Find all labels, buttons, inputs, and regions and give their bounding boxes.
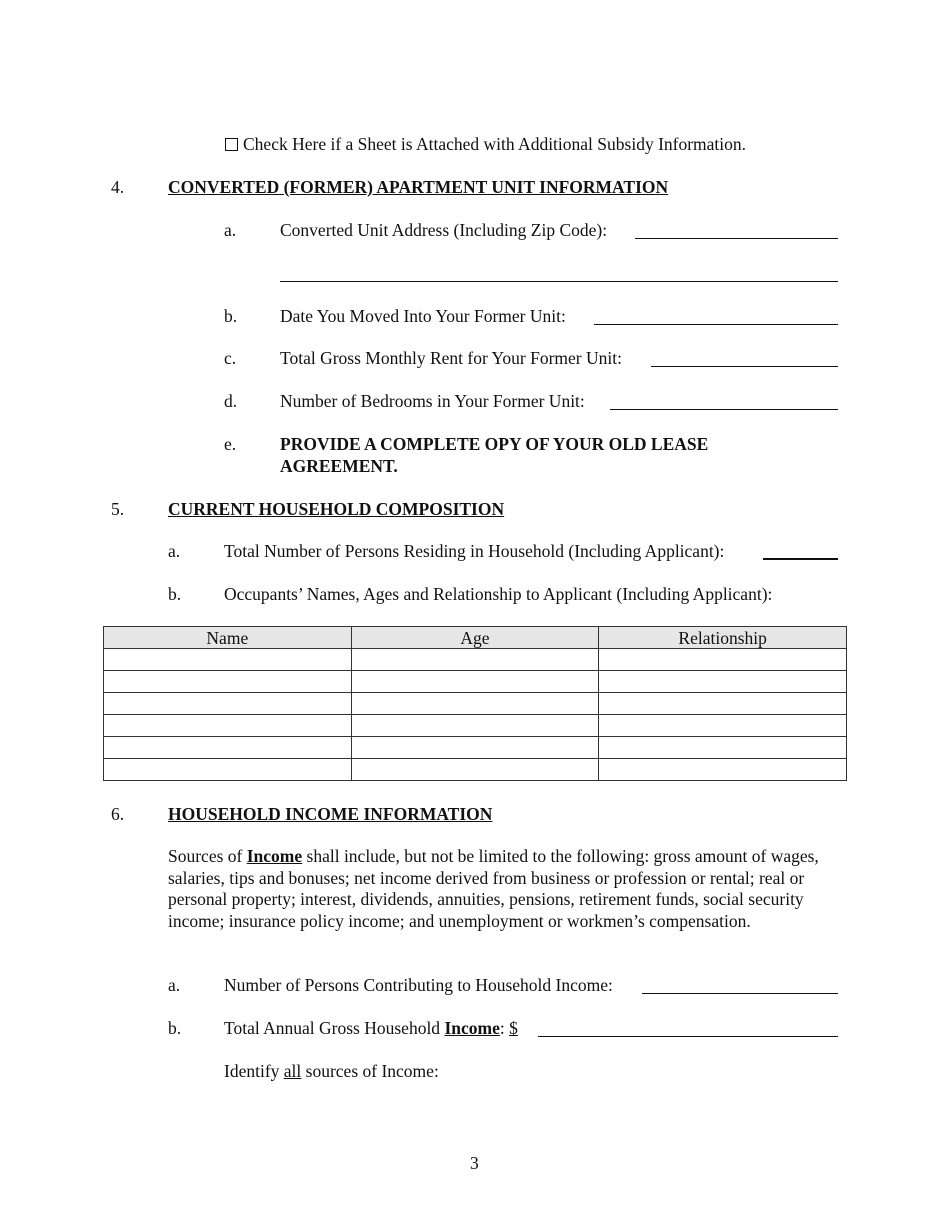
item-4a-letter: a.: [224, 220, 237, 240]
table-row: [104, 759, 847, 781]
age-cell[interactable]: [351, 759, 599, 781]
dollar-sign: $: [509, 1018, 518, 1038]
table-row: [104, 693, 847, 715]
annual-income-field[interactable]: [538, 1036, 838, 1037]
additional-subsidy-checkbox-row: [225, 133, 746, 155]
item-4e-label-line2: AGREEMENT.: [280, 456, 398, 476]
table-row: [104, 649, 847, 671]
converted-address-field-line2[interactable]: [280, 281, 838, 282]
additional-subsidy-label: Check Here if a Sheet is Attached with Additional Subsidy Information.: [243, 134, 747, 154]
age-cell[interactable]: [351, 737, 599, 759]
name-cell[interactable]: [104, 649, 352, 671]
additional-subsidy-checkbox[interactable]: [225, 138, 238, 151]
item-4b-letter: b.: [224, 306, 238, 326]
para-rest: shall include, but not be limited to the following: gross amount of wages, salaries, tips and bonuses; net income derived from business or profession or rental; real or personal property; interest, dividends, annuities, pensions, retirement funds, social security income; insurance policy income; and unemployment or workmen’s compensation.: [168, 846, 819, 931]
item-4b-label: Date You Moved Into Your Former Unit:: [280, 306, 566, 326]
item-6b-label-pre: Total Annual Gross Household: [224, 1018, 445, 1038]
section-5-title: CURRENT HOUSEHOLD COMPOSITION: [168, 499, 505, 519]
section-4-number: 4.: [111, 177, 125, 197]
move-in-date-field[interactable]: [594, 324, 838, 325]
relationship-cell[interactable]: [599, 759, 847, 781]
item-4d-letter: d.: [224, 391, 238, 411]
age-cell[interactable]: [351, 693, 599, 715]
name-cell[interactable]: [104, 671, 352, 693]
table-row: [104, 715, 847, 737]
identify-all: all: [283, 1061, 302, 1081]
income-sources-paragraph: [168, 846, 848, 932]
identify-pre: Identify: [224, 1061, 284, 1081]
persons-in-household-field[interactable]: [763, 558, 838, 560]
occupants-table: [103, 626, 847, 781]
table-row: [104, 671, 847, 693]
section-6-number: 6.: [111, 804, 125, 824]
table-row: [104, 737, 847, 759]
item-5b-letter: b.: [168, 584, 182, 604]
converted-address-field-line1[interactable]: [635, 238, 838, 239]
name-cell[interactable]: [104, 759, 352, 781]
table-header-row: [104, 627, 847, 649]
item-6a-label: Number of Persons Contributing to Household Income:: [224, 975, 613, 995]
header-name: Name: [104, 627, 352, 649]
age-cell[interactable]: [351, 649, 599, 671]
item-5a-letter: a.: [168, 541, 181, 561]
section-5-number: 5.: [111, 499, 125, 519]
item-6a-letter: a.: [168, 975, 181, 995]
para-start: Sources of: [168, 846, 247, 866]
para-income-term: Income: [246, 846, 303, 866]
item-4e-label-line1: PROVIDE A COMPLETE OPY OF YOUR OLD LEASE: [280, 434, 709, 454]
item-4c-letter: c.: [224, 348, 237, 368]
contributors-field[interactable]: [642, 993, 838, 994]
relationship-cell[interactable]: [599, 693, 847, 715]
bedrooms-field[interactable]: [610, 409, 838, 410]
item-4a-label: Converted Unit Address (Including Zip Code):: [280, 220, 608, 240]
section-4-title: CONVERTED (FORMER) APARTMENT UNIT INFORMATION: [168, 177, 669, 197]
item-4d-label: Number of Bedrooms in Your Former Unit:: [280, 391, 585, 411]
page-number: 3: [470, 1153, 479, 1173]
item-6b-letter: b.: [168, 1018, 182, 1038]
relationship-cell[interactable]: [599, 671, 847, 693]
item-6b-income-term: Income: [444, 1018, 500, 1038]
item-4c-label: Total Gross Monthly Rent for Your Former Unit:: [280, 348, 622, 368]
item-4e-letter: e.: [224, 434, 237, 454]
identify-post: sources of Income:: [301, 1061, 439, 1081]
relationship-cell[interactable]: [599, 649, 847, 671]
section-6-title: HOUSEHOLD INCOME INFORMATION: [168, 804, 493, 824]
header-age: Age: [351, 627, 599, 649]
age-cell[interactable]: [351, 715, 599, 737]
item-6b-label: [224, 1017, 518, 1039]
item-5b-label: Occupants’ Names, Ages and Relationship to Applicant (Including Applicant):: [224, 584, 773, 604]
header-relationship: Relationship: [599, 627, 847, 649]
name-cell[interactable]: [104, 715, 352, 737]
item-5a-label: Total Number of Persons Residing in Household (Including Applicant):: [224, 541, 725, 561]
relationship-cell[interactable]: [599, 737, 847, 759]
relationship-cell[interactable]: [599, 715, 847, 737]
item-6b-label-post: :: [499, 1018, 510, 1038]
name-cell[interactable]: [104, 693, 352, 715]
name-cell[interactable]: [104, 737, 352, 759]
former-rent-field[interactable]: [651, 366, 838, 367]
age-cell[interactable]: [351, 671, 599, 693]
identify-sources-label: [224, 1060, 439, 1082]
